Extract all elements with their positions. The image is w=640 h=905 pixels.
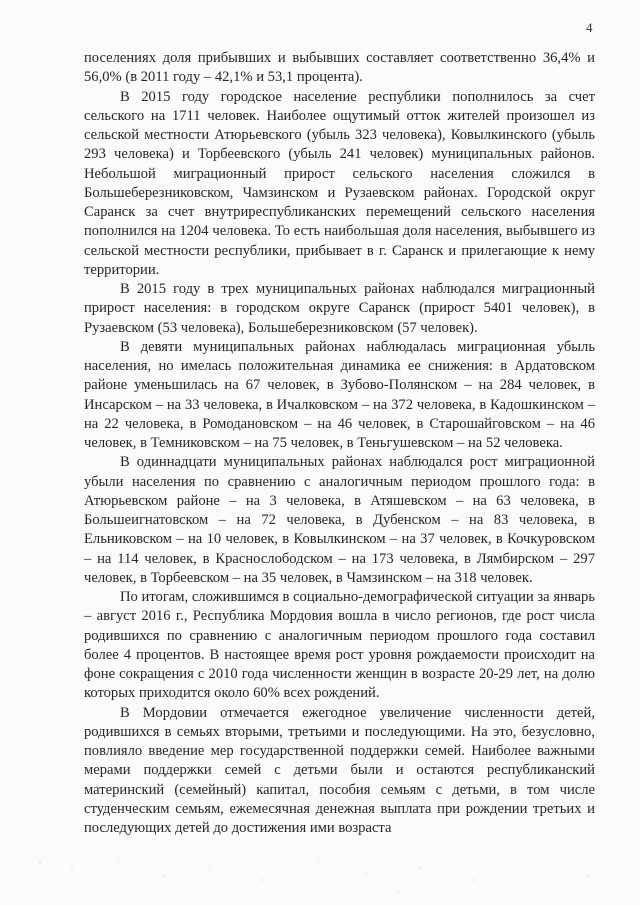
paragraph-4: В девяти муниципальных районах наблюдалась миграционная убыль населения, но имелась положительная динамика ее снижения: в Ардатовском районе уменьшилась на 67 человек, в Зубово-Полянском – на 284 человек, в Инсарском – на 33 человека, в Ичалковском – на 372 человека, в Кадошкинском – на 22 человека, в Ромодановском – на 46 человек, в Старошайговском – на 46 человек, в Темниковском – на 75 человек, в Теньгушевском – на 52 человека. [84, 338, 595, 451]
paragraph-7: В Мордовии отмечается ежегодное увеличение численности детей, родившихся в семьях вторыми, третьими и последующими. На это, безусловно, повлияло введение мер государственной поддержки семей. Наиболее важными мерами поддержки семей с детьми были и остаются республиканский материнский (семейный) капитал, пособия семьям с детьми, в том числе студенческим семьям, ежемесячная денежная выплата при рождении третьих и последующих детей до достижения ими возраста [84, 704, 595, 836]
paragraph-5: В одиннадцати муниципальных районах наблюдался рост миграционной убыли населения по сравнению с аналогичным периодом прошлого года: в Атюрьевском районе – на 3 человека, в Атяшевском – на 63 человека, в Большеигнатовском – на 72 человека, в Дубенском – на 83 человека, в Ельниковском – на 10 человек, в Ковылкинском – на 37 человек, в Кочкуровском – на 114 человек, в Краснослободском – на 173 человека, в Лямбирском – 297 человек, в Торбеевском – на 35 человек, в Чамзинском – на 318 человек. [84, 454, 595, 586]
paragraph-6: По итогам, сложившимся в социально-демографической ситуации за январь – август 2016 г., Республика Мордовия вошла в число регионов, где рост числа родившихся по сравнению с аналогичным периодом прошлого года составил более 4 процентов. В настоящее время рост уровня рождаемости происходит на фоне сокращения с 2010 года численности женщин в возрасте 20-29 лет, на долю которых приходится около 60% всех рождений. [84, 589, 595, 702]
page-number: 4 [586, 20, 593, 35]
paragraph-2: В 2015 году городское население республики пополнилось за счет сельского на 1711 человек. Наиболее ощутимый отток жителей произошел из сельской местности Атюрьевского (убыль 323 человека), Ковылкинского (убыль 293 человека) и Торбеевского (убыль 241 человек) муниципальных районов. Небольшой миграционный прирост сельского населения сложился в Большеберезниковском, Чамзинском и Рузаевском районах. Городской округ Саранск за счет внутриреспубликанских перемещений сельского населения пополнился на 1204 человека. То есть наибольшая доля населения, выбывшего из сельской местности республики, прибывает в г. Саранск и прилегающие к нему территории. [84, 88, 595, 278]
paragraph-1: поселениях доля прибывших и выбывших составляет соответственно 36,4% и 56,0% (в 2011 году – 42,1% и 53,1 процента). [84, 50, 595, 86]
paragraph-3: В 2015 году в трех муниципальных районах наблюдался миграционный прирост населения: в городском округе Саранск (прирост 5401 человек), в Рузаевском (53 человека), Большеберезниковском (57 человек). [84, 281, 595, 336]
